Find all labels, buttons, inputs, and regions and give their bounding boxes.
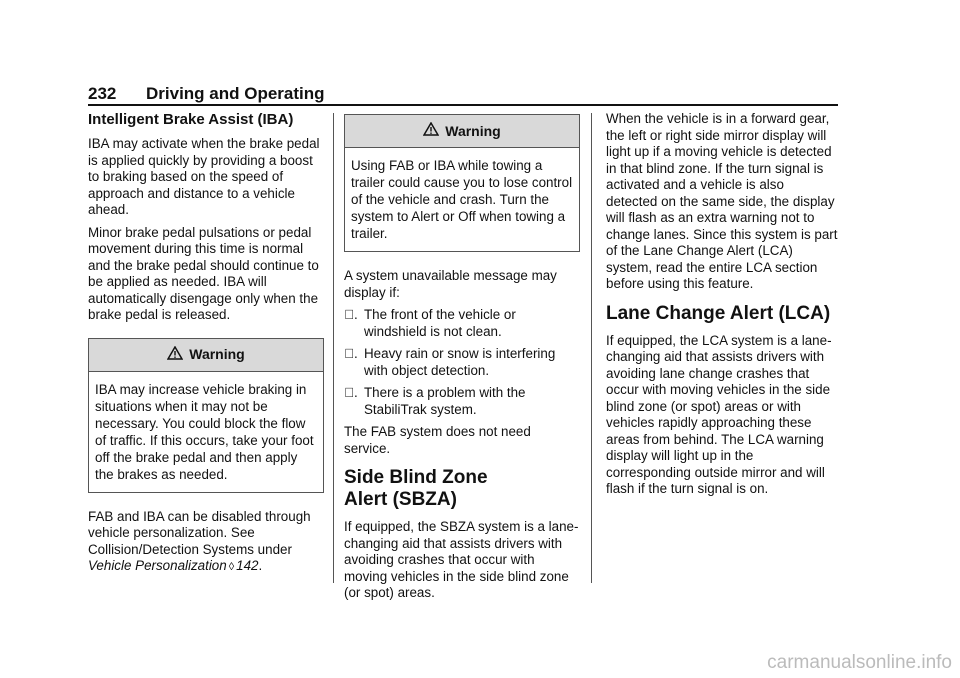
column-1 [88,111,324,582]
list-item [344,307,580,340]
column-2 [344,100,580,608]
list-item [344,346,580,379]
iba-paragraph-2: Minor brake pedal pulsations or pedal movement during this time is normal and the brake pedal should continue to be applied as needed. IBA will automatically disengage only when the brake pedal is released. [88,224,319,322]
lca-heading: Lane Change Alert (LCA) [606,302,831,324]
list-item-text: Heavy rain or snow is interfering with object detection. [364,346,556,378]
watermark: carmanualsonline.info [767,652,952,673]
fab-warning-header [345,115,579,148]
fab-warning-box [344,114,580,252]
iba-paragraph-3 [88,509,324,576]
iba-warning-title: Warning [189,346,245,363]
iba-paragraph-1: IBA may activate when the brake pedal is applied quickly by providing a boost to braking based on the speed of approach and distance to a vehicle ahead. [88,136,320,217]
iba-heading: Intelligent Brake Assist (IBA) [88,111,294,128]
fab-warning-title: Warning [445,122,501,139]
warning-triangle-icon [167,346,183,364]
iba-warning-box [88,338,324,493]
unavailable-list [344,307,580,418]
section-title: Driving and Operating [146,84,325,103]
iba-paragraph-3-text: FAB and IBA can be disabled through vehicle personalization. See Collision/Detection Systems under [88,508,311,557]
unavailable-paragraph: A system unavailable message may display if: [344,268,557,300]
iba-warning-body: IBA may increase vehicle braking in situations when it may not be necessary. You could block the flow of traffic. If this occurs, take your foot off the brake pedal and then apply the brakes as needed. [95,381,314,482]
warning-triangle-icon [423,122,439,140]
page-reference-number[interactable]: 142 [236,558,259,573]
sbza-paragraph: If equipped, the SBZA system is a lane-changing aid that assists drivers with avoiding crashes that occur with moving vehicles in the side blind zone (or spot) areas. [344,519,579,600]
fab-service-paragraph: The FAB system does not need service. [344,424,531,456]
page-number: 232 [88,84,117,103]
list-item-text: The front of the vehicle or windshield is not clean. [364,307,516,339]
page-header [88,84,325,104]
page-reference-icon: ◊ [228,561,235,573]
sbza-heading-line-1: Side Blind Zone [344,467,488,488]
column-divider-1 [333,113,334,583]
list-item-text: There is a problem with the StabiliTrak system. [364,385,526,417]
column-3 [606,111,838,504]
bullet-mark:  . [344,307,358,322]
column-divider-2 [591,113,592,583]
bullet-mark:  . [344,385,358,400]
sbza-detail-paragraph: When the vehicle is in a forward gear, the left or right side mirror display will light up if a moving vehicle is detected in that blind zone. If the turn signal is activated and a vehicle is also detected on the same side, the display will flash as an extra warning not to change lanes. Since this system is part of the Lane Change Alert (LCA) system, read the entire LCA section before using this feature. [606,111,838,291]
fab-warning-body: Using FAB or IBA while towing a trailer could cause you to lose control of the vehicle and crash. Turn the system to Alert or Off when towing a trailer. [351,158,573,241]
list-item [344,385,580,418]
vehicle-personalization-link[interactable]: Vehicle Personalization [88,558,227,573]
bullet-mark:  . [344,346,358,361]
iba-warning-header [89,339,323,372]
lca-paragraph: If equipped, the LCA system is a lane-changing aid that assists drivers with avoiding lane change crashes that occur with moving vehicles in the side blind zone (or spot) areas or with vehicles rapidly approaching these areas from behind. The LCA warning display will light up in the corresponding outside mirror and will flash if the turn signal is on. [606,332,832,496]
sbza-heading [344,467,580,511]
iba-paragraph-3-end: . [258,558,263,573]
sbza-heading-line-2: Alert (SBZA) [344,489,457,510]
